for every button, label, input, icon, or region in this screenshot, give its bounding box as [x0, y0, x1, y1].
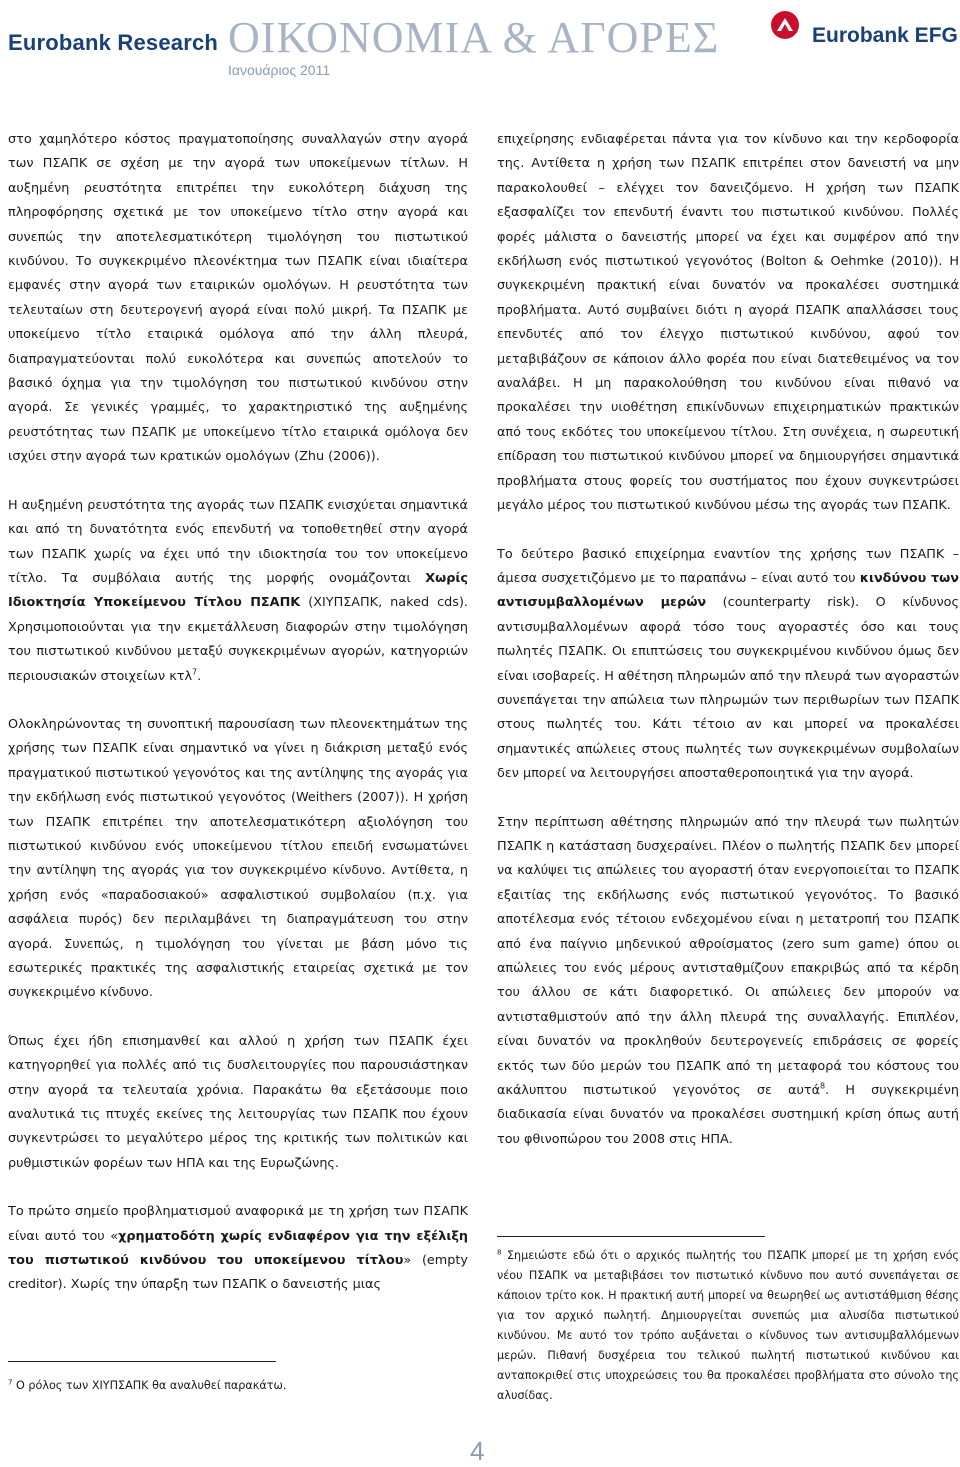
page-number: 4 [470, 1436, 485, 1466]
footnote-8: $^8$ Σημειώστε εδώ ότι ο αρχικός πωλητής του ΠΣΑΠΚ μπορεί με τη χρήση ενός νέου ΠΣΑΠΚ να μεταβιβάσει τον πιστωτικό κίνδυνο που αυτό συνεπάγεται σε κάποιον τρίτο κοκ. Η πρακτική αυτή μπορεί να θεωρηθεί ως αντιστάθμιση θέσης για τον αρχικό πωλητή. Δημιουργείται συνεπώς μια αλυσίδα πιστωτικού κινδύνου. Με αυτό τον τρόπο αυξάνεται ο κίνδυνος των αντισυμβαλλόμενων μερών. Πιθανή δυσχέρεια του τελικού πωλητή πιστωτικού κινδύνου και ανταποκριθεί στις υποχρεώσεις του θα προκαλέσει προβλήματα στο σύνολο της αλυσίδας. [497, 1248, 959, 1402]
paragraph: στο χαμηλότερο κόστος πραγματοποίησης συναλλαγών στην αγορά των ΠΣΑΠΚ σε σχέση με την αγορά των υποκείμενων τίτλων. Η αυξημένη ρευστότητα επιτρέπει την ευκολότερη διάχυση της πληροφόρησης σχετικά με τον υποκείμενο τίτλο στην αγορά και συνεπώς την αποτελεσματικότερη τιμολόγηση του πιστωτικού κινδύνου. Το συγκεκριμένο πλεονέκτημα των ΠΣΑΠΚ είναι ιδιαίτερα εμφανές στην αγορά των εταιρικών ομολόγων. Η ρευστότητα των τελευταίων στη δευτερογενή αγορά είναι πολύ μικρή. Τα ΠΣΑΠΚ με υποκείμενο τίτλο εταιρικά ομόλογα από την άλλη πλευρά, διαπραγματεύονται πολύ ευκολότερα και συνεπώς αποτελούν το βασικό όχημα για την τιμολόγηση του πιστωτικού κινδύνου στην αγορά. Σε γενικές γραμμές, το χαρακτηριστικό της αυξημένης ρευστότητας των ΠΣΑΠΚ με υποκείμενο τίτλο εταιρικά ομόλογα δεν ισχύει στην αγορά των κρατικών ομολόγων (Zhu (2006)). [8, 132, 468, 465]
publication-date: Ιανουάριος 2011 [228, 62, 331, 78]
paragraph: Το πρώτο σημείο προβληματισμού αναφορικά με τη χρήση των ΠΣΑΠΚ είναι αυτό του «χρηματοδότη χωρίς ενδιαφέρον για την εξέλιξη του πιστωτικού κινδύνου του υποκείμενου τίτλου» (empty creditor). Χωρίς την ύπαρξη των ΠΣΑΠΚ ο δανειστής μιας [8, 1204, 468, 1293]
right-column [497, 128, 959, 1176]
paragraph: Η αυξημένη ρευστότητα της αγοράς των ΠΣΑΠΚ ενισχύεται σημαντικά και από τη δυνατότητα ενός επενδυτή να τοποθετηθεί στην αγορά των ΠΣΑΠΚ χωρίς να έχει υπό την ιδιοκτησία του τον υποκείμενο τίτλο. Τα συμβόλαια αυτής της μορφής ονομάζονται Χωρίς Ιδιοκτησία Υποκείμενου Τίτλου ΠΣΑΠΚ (ΧΙΥΠΣΑΠΚ, naked cds). Χρησιμοποιούνται για την εκμετάλλευση διαφορών στην τιμολόγηση του πιστωτικού κινδύνου μεταξύ συγκεκριμένων αγορών, κατηγοριών περιουσιακών στοιχείων κτλ$^7$. [8, 497, 469, 684]
paragraph: Το δεύτερο βασικό επιχείρημα εναντίον της χρήσης των ΠΣΑΠΚ – άμεσα συσχετιζόμενο με το παραπάνω – είναι αυτό του κινδύνου των αντισυμβαλλομένων μερών (counterparty risk). Ο κίνδυνος αντισυμβαλλομένων αφορά τόσο τους αγοραστές όσο και τους πωλητές ΠΣΑΠΚ. Οι επιπτώσεις του συγκεκριμένου κινδύνου όμως δεν είναι ισοβαρείς. Η αθέτηση πληρωμών από την πλευρά των αγοραστών συνεπάγεται την απώλεια των πληρωμών των περιθωρίων των ΠΣΑΠΚ στους πωλητές του. Κάτι τέτοιο αν και μπορεί να προκαλέσει σημαντικές απώλειες στους πωλητές των συγκεκριμένων συμβολαίων δεν μπορεί να λειτουργήσει αποσταθεροποιητικά για την αγορά. [497, 546, 959, 782]
footnote-ref[interactable]: 8 [820, 1081, 826, 1091]
left-column [8, 128, 468, 1322]
eurobank-logo-icon [770, 10, 800, 40]
footnote-divider [8, 1361, 276, 1362]
paragraph: Στην περίπτωση αθέτησης πληρωμών από την πλευρά των πωλητών ΠΣΑΠΚ η κατάσταση δυσχεραίνει. Πλέον ο πωλητής ΠΣΑΠΚ δεν μπορεί να καλύψει τις απώλειες του αγοραστή όταν ενεργοποιείται το ΠΣΑΠΚ εξαιτίας της εκδήλωσης ενός πιστωτικού γεγονότος. Το βασικό αποτέλεσμα ενός τέτοιου ενδεχομένου είναι η μετατροπή του ΠΣΑΠΚ από ένα παίγνιο μηδενικού αθροίσματος (zero sum game) όπου οι απώλειες του ενός μέρους αντισταθμίζουν επακριβώς από τα κέρδη του άλλου σε κάτι διαφορετικό. Οι απώλειες δεν μπορούν να αντισταθμιστούν από την άλλη πλευρά της συναλλαγής. Επιπλέον, είναι δυνατόν να προκληθούν δευτερογενείς επιδράσεις σε φορείς εκτός των δύο μερών του ΠΣΑΠΚ από τη μεταφορά του κόστους του ακάλυπτου πιστωτικού γεγονότος σε αυτά$^8$. Η συγκεκριμένη διαδικασία είναι δυνατόν να προκαλέσει συστημική κρίση όπως αυτή του φθινοπώρου του 2008 στις ΗΠΑ. [497, 814, 959, 1147]
publication-title: ΟΙΚΟΝΟΜΙΑ & ΑΓΟΡΕΣ [228, 13, 720, 62]
eurobank-efg-logo [770, 4, 958, 74]
paragraph: επιχείρησης ενδιαφέρεται πάντα για τον κίνδυνο και την κερδοφορία της. Αντίθετα η χρήση των ΠΣΑΠΚ επιτρέπει στον δανειστή να μην παρακολουθεί – ελέγχει τον δανειζόμενο. Η χρήση των ΠΣΑΠΚ εξασφαλίζει τον επενδυτή έναντι του πιστωτικού κινδύνου. Πολλές φορές μάλιστα ο δανειστής μπορεί να έχει και συμφέρον από την εκδήλωση ενός πιστωτικού γεγονότος (Bolton & Oehmke (2010)). Η συγκεκριμένη πρακτική είναι δυνατόν να προκαλέσει συστημικά προβλήματα. Αυτό συμβαίνει διότι η αγορά ΠΣΑΠΚ απαλλάσσει τους επενδυτές από τον έλεγχο πιστωτικού κινδύνου, αφού τον μεταβιβάζουν σε κάποιον άλλο φορέα που είναι διατεθειμένος να τον αναλάβει. Η μη παρακολούθηση του κινδύνου είναι πιθανό να προκαλέσει την υιοθέτηση επικίνδυνων επιχειρηματικών πρακτικών από τους εκδότες του υποκείμενου τίτλου. Στη συνέχεια, η σωρευτική επίδραση του πιστωτικού κινδύνου μπορεί να δημιουργήσει σημαντικά προβλήματα στους φορείς του συστήματος που έχουν συγκεντρώσει μεγάλο μέρος του πιστωτικού κινδύνου μέσω της αγοράς των ΠΣΑΠΚ. [497, 132, 959, 514]
paragraph: Όπως έχει ήδη επισημανθεί και αλλού η χρήση των ΠΣΑΠΚ έχει κατηγορηθεί για πολλές από τις δυσλειτουργίες που παρουσιάστηκαν στην αγορά τα τελευταία χρόνια. Παρακάτω θα εξετάσουμε ποιο αναλυτικά τις πτυχές εκείνες της λειτουργίας των ΠΣΑΠΚ που έχουν συγκεντρώσει το μεγαλύτερο μέρος της κριτικής των πολιτικών και ρυθμιστικών φορέων των ΗΠΑ και της Ευρωζώνης. [8, 1033, 468, 1171]
footnote-7: $^7$ Ο ρόλος των ΧΙΥΠΣΑΠΚ θα αναλυθεί παρακάτω. [8, 1378, 287, 1392]
footnote-ref[interactable]: 7 [192, 667, 198, 677]
footnote-divider [497, 1236, 765, 1237]
paragraph: Ολοκληρώνοντας τη συνοπτική παρουσίαση των πλεονεκτημάτων της χρήσης των ΠΣΑΠΚ είναι σημαντικό να γίνει η διάκριση μεταξύ ενός πραγματικού πιστωτικού γεγονότος και της αντίληψης της αγοράς για την εκδήλωση ενός πιστωτικού γεγονότος (Weithers (2007)). Η χρήση των ΠΣΑΠΚ επιτρέπει την αποτελεσματικότερη αξιολόγηση του πιστωτικού κινδύνου ενός υποκείμενου τίτλου επειδή ενσωματώνει την αντίληψη της αγοράς για τον συγκεκριμένο κίνδυνο. Αντίθετα, η χρήση ενός «παραδοσιακού» ασφαλιστικού συμβολαίου (π.χ. για ασφάλεια πυρός) δεν περιλαμβάνει τη διαπραγμάτευση του στην αγορά. Συνεπώς, η τιμολόγηση του γίνεται με βάση μόνο τις εσωτερικές πρακτικές της ασφαλιστικής εταιρείας σχετικά με τον συγκεκριμένο κίνδυνο. [8, 716, 468, 1001]
eurobank-efg-wordmark: Eurobank EFG [812, 24, 958, 47]
page-header [0, 0, 960, 90]
eurobank-research-logo: Eurobank Research [8, 30, 219, 55]
